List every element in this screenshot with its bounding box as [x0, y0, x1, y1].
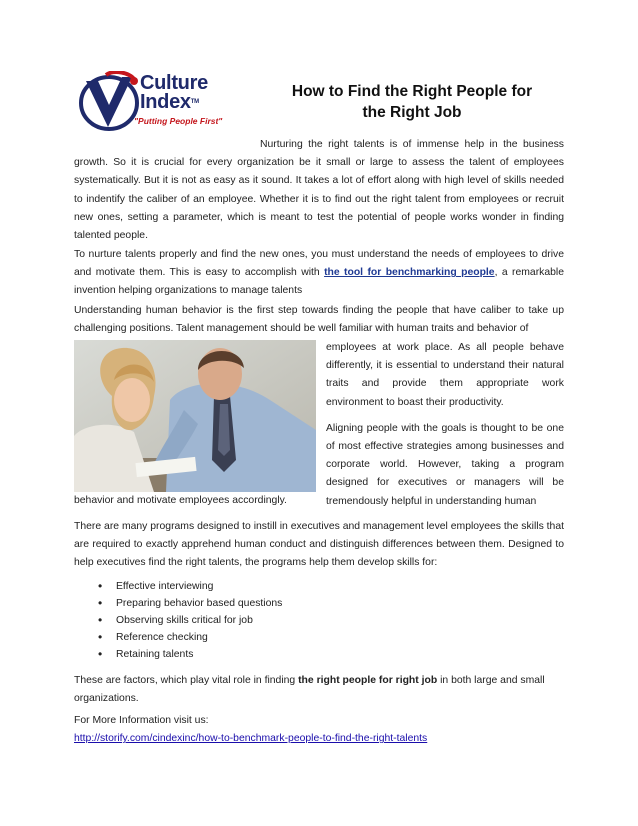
side-text-column [326, 339, 564, 511]
paragraph-3-top [74, 302, 564, 338]
more-info-label: For More Information visit us: [74, 715, 209, 726]
list-item: • Reference checking [74, 629, 554, 646]
title-line-1: How to Find the Right People for [291, 83, 533, 100]
paragraph-3-bottom-text: behavior and motivate employees accordingly. [74, 495, 287, 506]
paragraph-4 [74, 518, 564, 573]
paragraph-2-after: , a remarkable invention helping organizations to manage talents [74, 267, 565, 297]
paragraph-2-text [74, 246, 564, 301]
page-title [262, 81, 562, 123]
culture-index-logo [78, 71, 248, 141]
paragraph-5-text [74, 672, 564, 708]
storify-link[interactable]: http://storify.com/cindexinc/how-to-benchmark-people-to-find-the-right-talents [74, 733, 428, 745]
more-info [74, 712, 564, 748]
paragraph-5-before: These are factors, which play vital role in finding [74, 675, 299, 686]
logo-tagline: "Putting People First" [134, 116, 223, 126]
paragraph-5 [74, 672, 564, 708]
list-item: • Observing skills critical for job [74, 612, 554, 629]
list-item: • Preparing behavior based questions [74, 595, 554, 612]
logo-brand-line1: Culture [140, 72, 208, 94]
more-info-link-line [74, 730, 564, 748]
paragraph-5-bold: the right people for right job [298, 675, 438, 686]
paragraph-2-before: To nurture talents properly and find the new ones, you must understand the needs of employees to drive and motivate them. This is easy to accomplish with [74, 249, 564, 279]
intro-section [74, 136, 564, 245]
logo-trademark: TM [190, 99, 199, 105]
paragraph-4-text: There are many programs designed to instill in executives and management level employees the skills that are required to exactly apprehend human conduct and distinguish differences between them. Designed to help executives find the right talents, the programs help them develop skills for: [74, 521, 564, 569]
intro-paragraph: Nurturing the right talents is of immense help in the business growth. So it is crucial for every organization be it small or large to assess the talent of employees systematically. But it is not as easy as it sound. It takes a lot of effort along with high level of skills needed to indentify the caliber of an employee. Whether it is to find out the right talent from employees or recruit new ones, setting a parameter, which is meant to test the potential of people works wonder in finding talented people. [74, 139, 564, 242]
list-item: • Retaining talents [74, 646, 554, 663]
benchmarking-tool-link[interactable]: the tool for benchmarking people [324, 267, 495, 279]
paragraph-5-after: in both large and small organizations. [74, 675, 545, 705]
office-photo [74, 340, 316, 492]
skills-list [74, 578, 554, 663]
paragraph-3-top-text: Understanding human behavior is the first step towards finding the people that have caliber to take up challenging positions. Talent management should be well familiar with human traits and behavior of [74, 305, 564, 335]
side-paragraph-2: Aligning people with the goals is thought to be one of most effective strategies among businesses and corporate world. However, taking a program designed for executives or managers will be tremendously helpful in understanding human [326, 422, 564, 507]
side-paragraph-1: employees at work place. As all people behave differently, it is essential to understand their natural traits and provide them appropriate work environment to boast their productivity. [326, 342, 564, 408]
list-item: • Effective interviewing [74, 578, 554, 595]
logo-brand-line2: Index [140, 91, 191, 113]
paragraph-3-bottom [74, 492, 564, 510]
logo-brand-text [140, 74, 208, 112]
paragraph-2 [74, 246, 564, 301]
logo-mark-icon [78, 71, 140, 133]
photo-illustration [74, 340, 316, 492]
title-line-2: the Right Job [362, 104, 462, 121]
